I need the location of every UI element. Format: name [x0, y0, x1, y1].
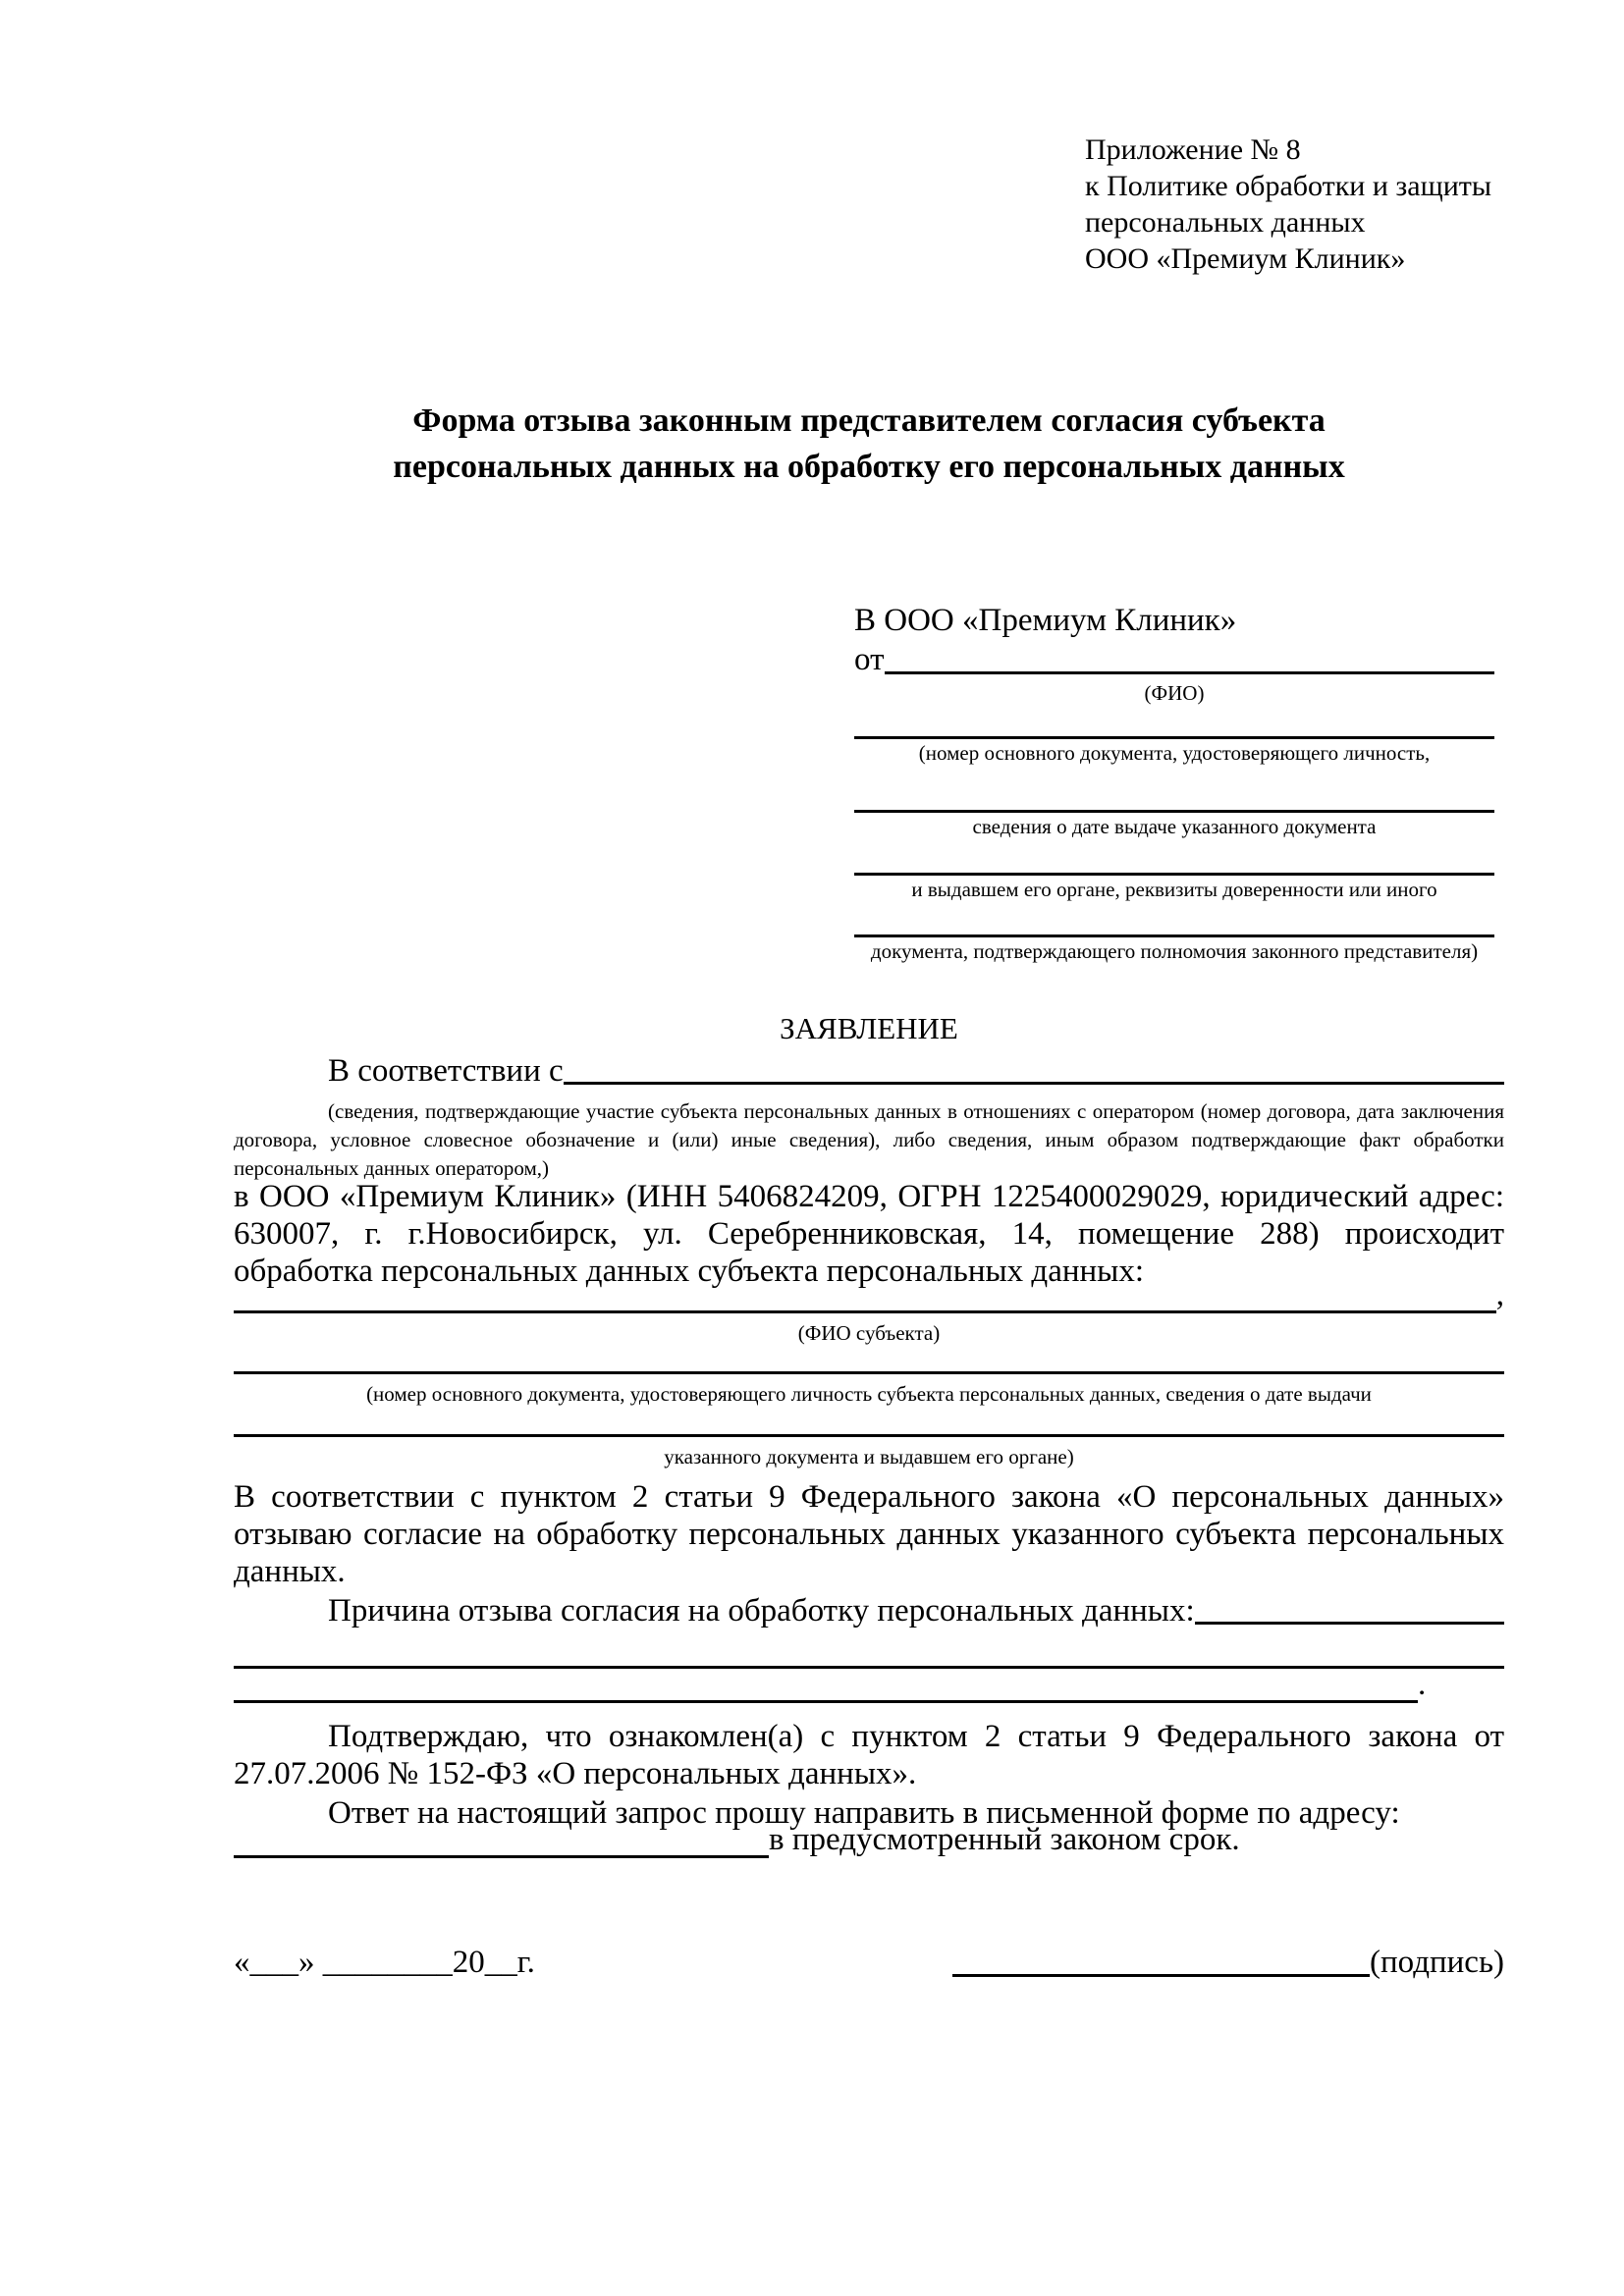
blank-caption: документа, подтверждающего полномочия законного представителя): [870, 939, 1479, 963]
from-label: от: [854, 642, 885, 677]
blank-line-period: .: [1418, 1667, 1427, 1702]
signature-blank-line: [952, 1974, 1370, 1977]
subject-fio-line: [234, 1276, 1504, 1313]
subject-document-caption: (номер основного документа, удостоверяющего личность субъекта персональных данных, сведения о дате выдачи: [366, 1382, 1372, 1406]
intro-label: В соответствии с: [328, 1053, 564, 1089]
fio-caption: (ФИО): [1144, 681, 1205, 705]
signature-row: [234, 1944, 1504, 1981]
date-placeholder: «___» ________20__г.: [234, 1945, 535, 1980]
subject-line-comma: ,: [1495, 1277, 1504, 1312]
blank-caption: и выдавшем его органе, реквизиты доверенности или иного: [911, 878, 1437, 901]
annex-line: персональных данных: [1085, 206, 1366, 239]
address-blank-line: [234, 1855, 769, 1858]
subject-document-caption-2: указанного документа и выдавшем его органе): [664, 1445, 1074, 1468]
operator-paragraph: в ООО «Премиум Клиник» (ИНН 5406824209, ОГРН 1225400029029, юридический адрес: 630007, г. г.Новосибирск, ул. Серебренниковская, 14, помещение 288) происходит обработка персональных данных субъекта персональных данных:: [234, 1179, 1504, 1289]
statement-heading: ЗАЯВЛЕНИЕ: [780, 1011, 958, 1045]
annex-line: к Политике обработки и защиты: [1085, 170, 1492, 202]
subject-document-blank-line-2: [234, 1400, 1504, 1437]
annex-line: Приложение № 8: [1085, 133, 1301, 166]
withdrawal-paragraph: В соответствии с пунктом 2 статьи 9 Федерального закона «О персональных данных» отзываю согласие на обработку персональных данных указанного субъекта персональных данных.: [234, 1479, 1504, 1589]
reason-label: Причина отзыва согласия на обработку персональных данных:: [328, 1593, 1195, 1629]
reason-blank-line: [1195, 1592, 1504, 1625]
confirm-paragraph: Подтверждаю, что ознакомлен(а) с пунктом 2 статьи 9 Федерального закона от 27.07.2006 № 152-ФЗ «О персональных данных».: [234, 1719, 1504, 1791]
reply-suffix: в предусмотренный законом срок.: [769, 1822, 1240, 1857]
intro-blank-line: [564, 1052, 1504, 1085]
reply-paragraph: Ответ на настоящий запрос прошу направить в письменной форме по адресу:: [328, 1795, 1400, 1831]
statement-body: [234, 0, 1504, 2296]
reason-blank-line-3: [234, 1666, 1504, 1703]
reason-blank-line-2: [234, 1631, 1504, 1669]
subject-fio-caption: (ФИО субъекта): [797, 1321, 941, 1345]
title-line: персональных данных на обработку его персональных данных: [393, 449, 1345, 485]
subject-fio-blank-line: [234, 1310, 1496, 1313]
blank-caption: сведения о дате выдаче указанного документа: [972, 815, 1377, 838]
blank-line-segment: [234, 1700, 1418, 1703]
annex-line: ООО «Премиум Клиник»: [1085, 242, 1406, 275]
subject-document-blank-line: [234, 1337, 1504, 1374]
title-line: Форма отзыва законным представителем согласия субъекта: [412, 402, 1326, 439]
intro-line: [234, 1052, 1504, 1090]
reason-line: [234, 1592, 1504, 1629]
reply-address-line: [234, 1821, 1504, 1858]
blank-caption: (номер основного документа, удостоверяющего личность,: [918, 741, 1431, 765]
signature-caption: (подпись): [1370, 1945, 1504, 1980]
intro-caption: (сведения, подтверждающие участие субъекта персональных данных в отношениях с оператором (номер договора, дата заключения договора, условное словесное обозначение и (или) иные сведения), либо сведения, иным образом подтверждающие факт обработки персональных данных оператором,): [234, 1099, 1504, 1180]
addressee-to: В ООО «Премиум Клиник»: [854, 603, 1237, 638]
